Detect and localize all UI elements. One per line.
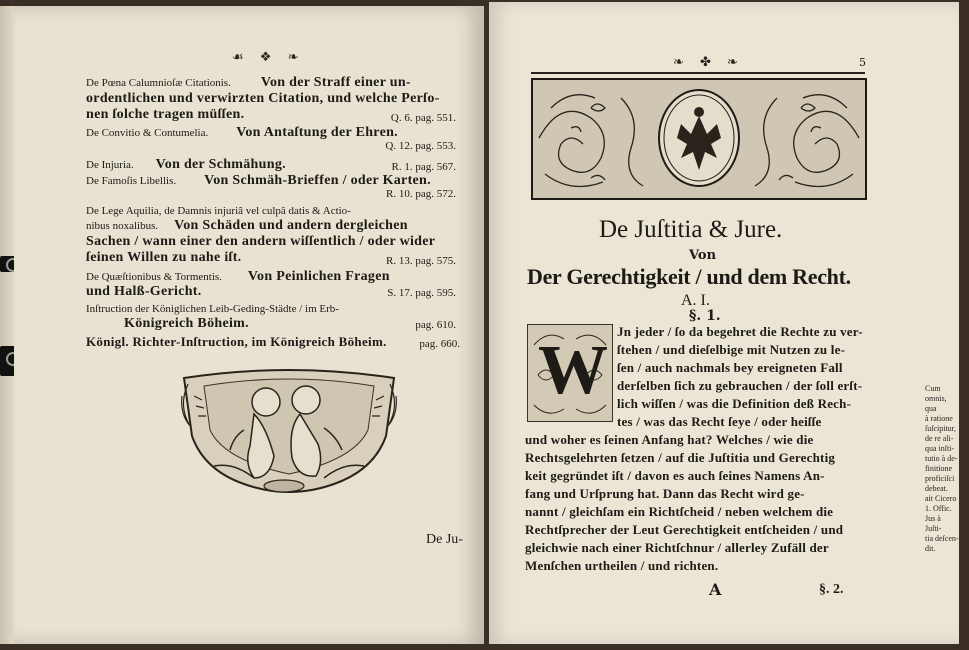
right-header-ornament: ❧ ✤ ❧	[673, 55, 744, 70]
body-line: Rechtsgelehrten ſetzen / auf die Juſtitia und Gerechtig	[525, 450, 836, 465]
body-line: lich wiſſen / was die Definition deß Rech-	[617, 396, 852, 411]
index-entry: nibus noxalibus. Von Schäden und andern dergleichen	[86, 218, 408, 233]
headpiece-eagle-ornament	[531, 78, 867, 200]
index-entry: De Convitio & Contumelia. Von Antaſtung der Ehren.	[86, 125, 398, 140]
body-line: derſelben ſich zu gebrauchen / der ſoll erſt-	[617, 378, 863, 393]
index-entry: ordentlichen und verwirzten Citation, und welche Perſo-	[86, 91, 440, 106]
header-rule	[531, 72, 865, 74]
index-entry: Königl. Richter-Inſtruction, im Königreich Böheim. pag. 660.	[86, 334, 460, 350]
signature-mark: A	[709, 580, 722, 599]
index-entry: ſeinen Willen zu nahe iſt. R. 13. pag. 575.	[86, 250, 456, 267]
title-von: Von	[689, 248, 717, 263]
decorated-initial: W	[527, 324, 613, 422]
body-line: gleichwie nach einer Richtſchnur / allerley Zufäll der	[525, 540, 829, 555]
right-page	[489, 2, 959, 644]
body-line: nannt / gleichſam ein Richtſcheid / neben welchem die	[525, 504, 834, 519]
index-entry: Inſtruction der Königlichen Leib-Geding-Städte / im Erb-	[86, 303, 339, 315]
index-entry: De Pœna Calumnioſæ Citationis. Von der Straff einer un-	[86, 75, 411, 90]
index-entry: Sachen / wann einer den andern wiſſentlich / oder wider	[86, 234, 436, 249]
margin-note: Cum omnis, qua à ratione ſuſcipitur, de re ali- qua inſti- tutio à de- finitione proficiſci debeat. ait Cicero 1. Offic. Jus à Juſti- tia deſcen- dit.	[925, 384, 959, 553]
title-german: Der Gerechtigkeit / und dem Recht.	[527, 264, 851, 289]
body-line: ſen / auch nachmals bey ereigneten Fall	[617, 360, 843, 375]
index-entry: De Quæſtionibus & Tormentis. Von Peinlichen Fragen	[86, 269, 390, 284]
body-line: fang und Urſprung hat. Dann das Recht wird ge-	[525, 486, 805, 501]
index-entry: Königreich Böheim. pag. 610.	[124, 316, 456, 331]
body-line: Menſchen urtheilen / und richten.	[525, 558, 719, 573]
body-line: tes / was das Recht ſeye / oder heiſſe	[617, 414, 822, 429]
body-line: keit gegründet iſt / davon es auch ſeines Namens An-	[525, 468, 825, 483]
book-edge	[0, 6, 14, 644]
body-line: und woher es ſeinen Anfang hat? Welches / wie die	[525, 432, 814, 447]
index-entry: De Injuria. Von der Schmähung. R. 1. pag. 567.	[86, 157, 456, 173]
right-catchword: §. 2.	[819, 582, 844, 597]
title-latin: De Juſtitia & Jure.	[599, 216, 783, 243]
cherub-vignette	[174, 366, 404, 501]
body-line: ſtehen / und dieſelbige mit Nutzen zu le-	[617, 342, 846, 357]
page-number: 5	[859, 56, 866, 69]
left-catchword: De Ju-	[426, 532, 463, 547]
body-line: Rechtſprecher der Leut Gerechtigkeit entſcheiden / und	[525, 522, 844, 537]
body-line: Jn jeder / ſo da begehret die Rechte zu ver-	[617, 324, 863, 339]
index-entry: De Lege Aquilia, de Damnis injuriâ vel culpâ datis & Actio-	[86, 205, 351, 217]
left-header-ornament: ☙ ❖ ❧	[232, 50, 305, 65]
paragraph-mark: §. 1.	[689, 308, 721, 324]
index-entry: und Halß-Gericht. S. 17. pag. 595.	[86, 284, 456, 299]
section-label: A. I.	[681, 292, 710, 309]
index-entry: nen ſolche tragen müſſen. Q. 6. pag. 551.	[86, 107, 456, 124]
left-page: ☙ ❖ ❧ De Pœna Calumnioſæ Citationis. Von der Straff einer un- ordentlichen und verwirzten Citation, und welche Perſo- nen ſolche tragen müſſen. Q. 6. pag. 551. De Convitio & Contumelia. Von Antaſtung der Ehren. Q. 12. pag. 553. De Injuria. Von der Schmähung. R. 1. pag. 567. De Famoſis Libellis. Von Schmäh-Brieffen / oder Karten. R. 10. pag. 572. De Lege Aquilia, de Damnis injuriâ vel culpâ datis & Actio- nibus noxalibus. Von Schäden und andern dergleichen Sachen / wann einer den andern wiſſentlich / oder wider ſeinen Willen zu nahe iſt. R. 13. pag. 575. De Quæſtionibus & Tormentis. Von Peinlichen Fragen und Halß-Gericht. S. 17. pag. 595. Inſtruction der Königlichen Leib-Geding-Städte / im Erb- Königreich Böheim. pag. 610. Königl. Richter-Inſtruction, im Königreich Böheim. pag. 660. De Ju-	[14, 6, 484, 644]
index-entry: De Famoſis Libellis. Von Schmäh-Brieffen / oder Karten.	[86, 173, 431, 188]
